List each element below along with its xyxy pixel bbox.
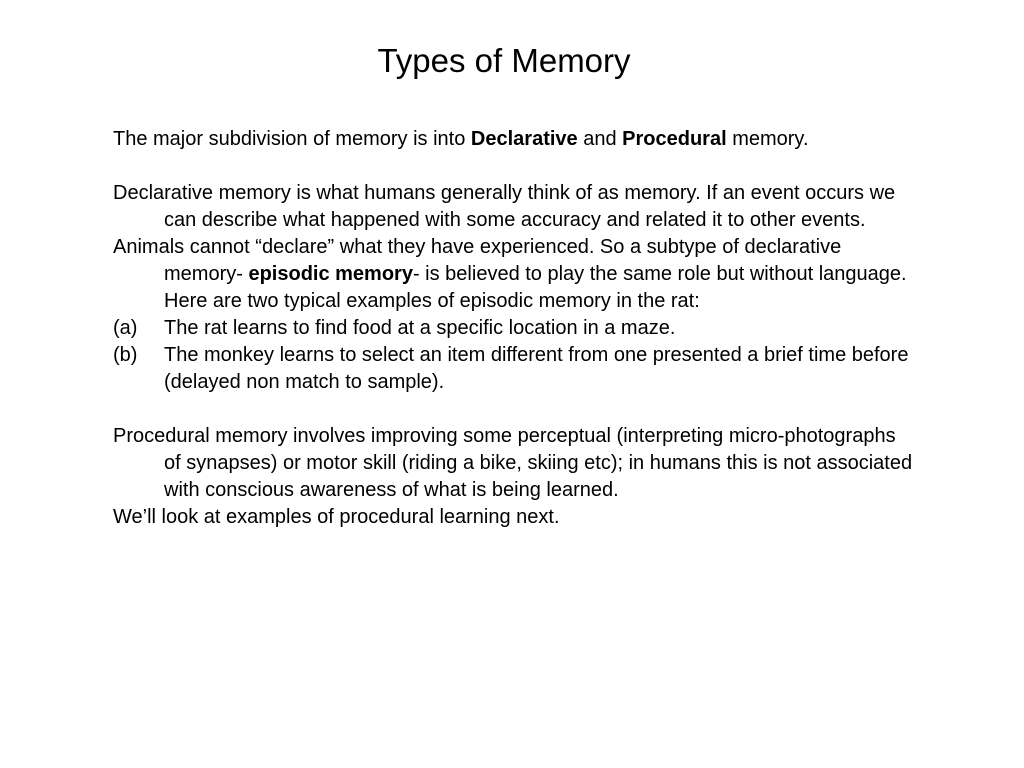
slide-title: Types of Memory bbox=[377, 42, 631, 79]
text-run: The major subdivision of memory is into bbox=[113, 128, 471, 150]
text-run: and bbox=[577, 128, 623, 150]
term-procedural: Procedural bbox=[622, 128, 727, 150]
paragraph-declarative: Declarative memory is what humans generally think of as memory. If an event occurs we can describe what happened with some accuracy and related it to other events. bbox=[113, 182, 896, 231]
list-item bbox=[113, 315, 913, 342]
list-marker: (a) bbox=[113, 317, 138, 339]
paragraph-subdivision bbox=[113, 126, 913, 153]
text-run: memory. bbox=[726, 128, 809, 150]
paragraph-next: We’ll look at examples of procedural learning next. bbox=[113, 506, 560, 528]
list-item-text: The monkey learns to select an item different from one presented a brief time before (delayed non match to sample). bbox=[164, 344, 909, 393]
term-episodic-memory: episodic memory bbox=[248, 263, 413, 285]
spacer bbox=[113, 153, 913, 180]
paragraph-episodic bbox=[113, 234, 913, 315]
term-declarative: Declarative bbox=[470, 128, 578, 150]
text-run: - is believed to play the same role but without language. Here are two typical examples of episodic memory in the rat: bbox=[164, 263, 907, 312]
list-item-text: The rat learns to find food at a specific location in a maze. bbox=[164, 317, 676, 339]
list-marker: (b) bbox=[113, 344, 138, 366]
paragraph-procedural: Procedural memory involves improving some perceptual (interpreting micro-photographs of synapses) or motor skill (riding a bike, skiing etc); in humans this is not associated with conscious awareness of what is being learned. bbox=[113, 425, 913, 501]
list-item bbox=[113, 342, 913, 396]
text-run: Animals cannot “declare” what they have experienced. So a subtype of declarative memory- bbox=[113, 236, 842, 285]
slide-body bbox=[113, 126, 913, 531]
spacer bbox=[113, 396, 913, 423]
